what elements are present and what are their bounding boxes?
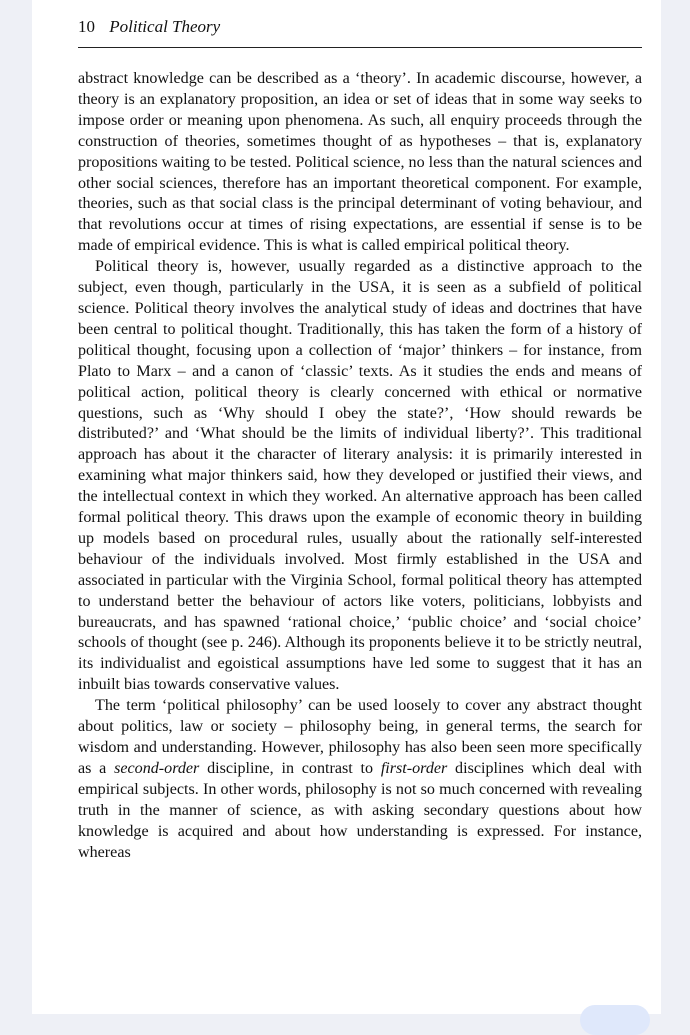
- text-run: The term ‘political philosophy’ can be used loosely to cover any abstract thought about politics, law or society – philosophy being, in general terms, the search for wisdom and understanding. However, philosophy has also been seen more specifically as a: [78, 697, 642, 777]
- body-text: [78, 69, 642, 863]
- text-run: abstract knowledge can be described as a ‘theory’. In academic discourse, however, a theory is an explanatory proposition, an idea or set of ideas that in some way seeks to impose order or meaning upon phenomena. As such, all enquiry proceeds through the construction of theories, sometimes thought of as hypotheses – that is, explanatory propositions waiting to be tested. Political science, no less than the natural sciences and other social sciences, therefore has an important theoretical component. For example, theories, such as that social class is the principal determinant of voting behaviour, and that revolutions occur at times of rising expectations, are essential if sense is to be made of empirical evidence. This is what is called empirical political theory.: [78, 70, 642, 255]
- text-run: Political theory is, however, usually regarded as a distinctive approach to the subject, even though, particularly in the USA, it is seen as a subfield of political science. Political theory involves the analytical study of ideas and doctrines that have been central to political thought. Traditionally, this has taken the form of a history of political thought, focusing upon a collection of ‘major’ thinkers – for instance, from Plato to Marx – and a canon of ‘classic’ texts. As it studies the ends and means of political action, political theory is clearly concerned with ethical or normative questions, such as ‘Why should I obey the state?’, ‘How should rewards be distributed?’ and ‘What should be the limits of individual liberty?’. This traditional approach has about it the character of literary analysis: it is primarily interested in examining what major thinkers said, how they developed or justified their views, and the intellectual context in which they worked. An alternative approach has been called formal political theory. This draws upon the example of economic theory in building up models based on procedural rules, usually about the rationally self-interested behaviour of the individuals involved. Most firmly established in the USA and associated in particular with the Virginia School, formal political theory has attempted to understand better the behaviour of actors like voters, politicians, lobbyists and bureaucrats, and has spawned ‘rational choice,’ ‘public choice’ and ‘social choice’ schools of thought (see p. 246). Although its proponents believe it to be strictly neutral, its individualist and egoistical assumptions have led some to suggest that it has an inbuilt bias towards conservative values.: [78, 258, 642, 694]
- header-rule: [78, 47, 642, 48]
- page-number: 10: [78, 17, 95, 36]
- text-run: disciplines which deal with empirical subjects. In other words, philosophy is not so much concerned with revealing truth in the manner of science, as with asking secondary questions about how knowledge is acquired and about how understanding is expressed. For instance, whereas: [78, 759, 642, 861]
- floating-action-button[interactable]: [580, 1005, 650, 1035]
- paragraph-3: [78, 696, 642, 863]
- running-title: Political Theory: [109, 17, 221, 36]
- paragraph-1: [78, 69, 642, 257]
- emphasis-text: second-order: [114, 759, 200, 777]
- book-page: [32, 0, 661, 1014]
- paragraph-2: [78, 257, 642, 696]
- emphasis-text: first-order: [380, 759, 448, 777]
- running-header: [78, 17, 642, 41]
- text-run: discipline, in contrast to: [199, 759, 381, 777]
